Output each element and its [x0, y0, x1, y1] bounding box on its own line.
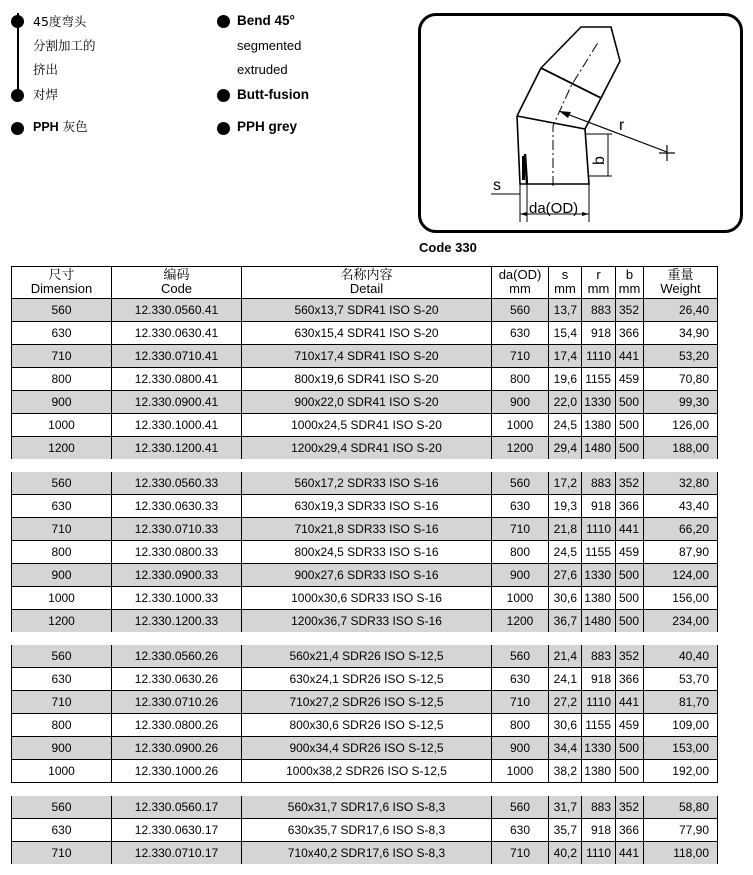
- cell-s: 19,6: [549, 368, 582, 391]
- group-spacer: [12, 459, 718, 472]
- cell-dimension: 900: [12, 391, 112, 414]
- column-header-detail: [242, 267, 492, 299]
- label-s: s: [493, 177, 501, 194]
- cell-code: 12.330.0800.41: [112, 368, 242, 391]
- cell-r: 1330: [582, 564, 616, 587]
- group-spacer: [12, 783, 718, 797]
- cell-weight: 234,00: [644, 610, 718, 633]
- cell-r: 1480: [582, 437, 616, 460]
- cell-b: 500: [616, 414, 644, 437]
- cell-da-od: 1200: [492, 437, 549, 460]
- column-header-label-en: Dimension: [30, 281, 93, 296]
- column-header-s: [549, 267, 582, 299]
- cell-detail: 1000x38,2 SDR26 ISO S-12,5: [242, 760, 492, 783]
- cell-b: 366: [616, 495, 644, 518]
- cell-r: 918: [582, 322, 616, 345]
- cell-detail: 900x27,6 SDR33 ISO S-16: [242, 564, 492, 587]
- column-header-label-zh: 尺寸: [48, 267, 75, 282]
- label-b: b: [591, 156, 608, 165]
- cell-weight: 118,00: [644, 842, 718, 865]
- cell-detail: 560x21,4 SDR26 ISO S-12,5: [242, 645, 492, 668]
- column-header-label-en: Code: [160, 281, 193, 296]
- bullet-icon: [11, 122, 24, 135]
- cell-s: 17,2: [549, 472, 582, 495]
- cell-detail: 630x24,1 SDR26 ISO S-12,5: [242, 668, 492, 691]
- cell-r: 883: [582, 796, 616, 819]
- table-row: [12, 368, 718, 391]
- column-header-da-od: [492, 267, 549, 299]
- bullet-icon: [217, 122, 230, 135]
- cell-da-od: 710: [492, 842, 549, 865]
- cell-b: 366: [616, 668, 644, 691]
- label-da: da(OD): [529, 200, 579, 217]
- cell-b: 500: [616, 760, 644, 783]
- cell-dimension: 1200: [12, 437, 112, 460]
- table-row: [12, 322, 718, 345]
- cell-dimension: 1000: [12, 760, 112, 783]
- cell-detail: 630x35,7 SDR17,6 ISO S-8,3: [242, 819, 492, 842]
- column-header-b: [616, 267, 644, 299]
- cell-dimension: 710: [12, 842, 112, 865]
- cell-s: 40,2: [549, 842, 582, 865]
- cell-da-od: 560: [492, 472, 549, 495]
- cell-code: 12.330.0800.33: [112, 541, 242, 564]
- table-row: [12, 760, 718, 783]
- table-row: [12, 737, 718, 760]
- cell-detail: 900x22,0 SDR41 ISO S-20: [242, 391, 492, 414]
- cell-code: 12.330.0710.17: [112, 842, 242, 865]
- cell-dimension: 1000: [12, 587, 112, 610]
- table-row: [12, 668, 718, 691]
- cell-detail: 710x27,2 SDR26 ISO S-12,5: [242, 691, 492, 714]
- cell-da-od: 1200: [492, 610, 549, 633]
- cell-s: 38,2: [549, 760, 582, 783]
- cell-r: 1330: [582, 737, 616, 760]
- cell-weight: 188,00: [644, 437, 718, 460]
- technical-drawing: [418, 13, 743, 233]
- feature-zh-1: 45度弯头: [33, 14, 87, 29]
- cell-r: 1380: [582, 760, 616, 783]
- column-header-label-zh: 名称内容: [340, 267, 393, 282]
- cell-b: 500: [616, 564, 644, 587]
- cell-detail: 630x19,3 SDR33 ISO S-16: [242, 495, 492, 518]
- cell-detail: 710x21,8 SDR33 ISO S-16: [242, 518, 492, 541]
- cell-detail: 630x15,4 SDR41 ISO S-20: [242, 322, 492, 345]
- cell-weight: 26,40: [644, 299, 718, 322]
- cell-dimension: 710: [12, 518, 112, 541]
- cell-dimension: 800: [12, 368, 112, 391]
- cell-weight: 53,20: [644, 345, 718, 368]
- cell-s: 15,4: [549, 322, 582, 345]
- cell-weight: 81,70: [644, 691, 718, 714]
- spacer-cell: [12, 783, 718, 797]
- cell-s: 36,7: [549, 610, 582, 633]
- cell-da-od: 900: [492, 391, 549, 414]
- feature-en-2: segmented: [237, 38, 302, 53]
- cell-da-od: 630: [492, 495, 549, 518]
- cell-da-od: 800: [492, 541, 549, 564]
- cell-detail: 800x24,5 SDR33 ISO S-16: [242, 541, 492, 564]
- column-header-label-en: mm: [618, 281, 641, 296]
- cell-r: 918: [582, 668, 616, 691]
- cell-detail: 800x19,6 SDR41 ISO S-20: [242, 368, 492, 391]
- cell-weight: 153,00: [644, 737, 718, 760]
- cell-weight: 53,70: [644, 668, 718, 691]
- label-r: r: [619, 117, 625, 134]
- cell-code: 12.330.0630.26: [112, 668, 242, 691]
- cell-code: 12.330.0560.17: [112, 796, 242, 819]
- cell-detail: 1000x24,5 SDR41 ISO S-20: [242, 414, 492, 437]
- column-header-label-en: mm: [587, 281, 610, 296]
- cell-b: 366: [616, 322, 644, 345]
- cell-r: 1380: [582, 414, 616, 437]
- bullet-icon: [217, 15, 230, 28]
- cell-code: 12.330.0630.41: [112, 322, 242, 345]
- bullet-icon: [11, 15, 24, 28]
- cell-code: 12.330.1000.26: [112, 760, 242, 783]
- cell-detail: 710x17,4 SDR41 ISO S-20: [242, 345, 492, 368]
- cell-s: 27,6: [549, 564, 582, 587]
- cell-dimension: 800: [12, 714, 112, 737]
- table-body: [12, 299, 718, 865]
- table-row: [12, 819, 718, 842]
- cell-dimension: 560: [12, 796, 112, 819]
- cell-weight: 156,00: [644, 587, 718, 610]
- cell-da-od: 630: [492, 668, 549, 691]
- cell-dimension: 630: [12, 668, 112, 691]
- cell-r: 1155: [582, 541, 616, 564]
- cell-b: 459: [616, 714, 644, 737]
- cell-r: 1155: [582, 714, 616, 737]
- table-row: [12, 564, 718, 587]
- cell-weight: 99,30: [644, 391, 718, 414]
- feature-zh-3: 挤出: [33, 62, 59, 77]
- cell-b: 500: [616, 737, 644, 760]
- table-row: [12, 472, 718, 495]
- cell-r: 883: [582, 472, 616, 495]
- cell-detail: 900x34,4 SDR26 ISO S-12,5: [242, 737, 492, 760]
- table-row: [12, 437, 718, 460]
- cell-r: 1380: [582, 587, 616, 610]
- table-row: [12, 345, 718, 368]
- feature-zh-5: [33, 119, 88, 135]
- cell-s: 35,7: [549, 819, 582, 842]
- feature-zh-5-suffix: 灰色: [58, 119, 88, 134]
- cell-s: 24,5: [549, 414, 582, 437]
- cell-weight: 32,80: [644, 472, 718, 495]
- cell-b: 441: [616, 518, 644, 541]
- cell-detail: 710x40,2 SDR17,6 ISO S-8,3: [242, 842, 492, 865]
- cell-dimension: 710: [12, 691, 112, 714]
- cell-s: 27,2: [549, 691, 582, 714]
- table-row: [12, 299, 718, 322]
- cell-dimension: 560: [12, 472, 112, 495]
- spacer-cell: [12, 632, 718, 645]
- cell-da-od: 710: [492, 518, 549, 541]
- cell-code: 12.330.0710.26: [112, 691, 242, 714]
- cell-da-od: 1000: [492, 760, 549, 783]
- cell-r: 1110: [582, 518, 616, 541]
- cell-code: 12.330.0900.33: [112, 564, 242, 587]
- cell-code: 12.330.1000.33: [112, 587, 242, 610]
- table-row: [12, 714, 718, 737]
- dimension-table: [11, 266, 718, 864]
- cell-weight: 192,00: [644, 760, 718, 783]
- cell-s: 30,6: [549, 714, 582, 737]
- table-row: [12, 610, 718, 633]
- cell-r: 1110: [582, 842, 616, 865]
- cell-da-od: 1000: [492, 587, 549, 610]
- feature-en-1: Bend 45°: [237, 13, 295, 28]
- feature-en-5: PPH grey: [237, 119, 298, 134]
- cell-code: 12.330.1000.41: [112, 414, 242, 437]
- cell-dimension: 1000: [12, 414, 112, 437]
- column-header-label-zh: s: [561, 267, 569, 282]
- cell-r: 1480: [582, 610, 616, 633]
- cell-detail: 1200x36,7 SDR33 ISO S-16: [242, 610, 492, 633]
- cell-dimension: 710: [12, 345, 112, 368]
- table-row: [12, 495, 718, 518]
- feature-en-3: extruded: [237, 62, 288, 77]
- cell-r: 1110: [582, 345, 616, 368]
- cell-weight: 58,80: [644, 796, 718, 819]
- column-header-code: [112, 267, 242, 299]
- cell-r: 918: [582, 819, 616, 842]
- cell-code: 12.330.0800.26: [112, 714, 242, 737]
- cell-s: 21,4: [549, 645, 582, 668]
- cell-da-od: 800: [492, 714, 549, 737]
- cell-da-od: 560: [492, 645, 549, 668]
- cell-dimension: 560: [12, 645, 112, 668]
- cell-dimension: 630: [12, 819, 112, 842]
- cell-r: 918: [582, 495, 616, 518]
- table-row: [12, 391, 718, 414]
- cell-detail: 560x31,7 SDR17,6 ISO S-8,3: [242, 796, 492, 819]
- cell-weight: 109,00: [644, 714, 718, 737]
- cell-weight: 70,80: [644, 368, 718, 391]
- cell-code: 12.330.0560.41: [112, 299, 242, 322]
- column-header-label-en: Detail: [349, 281, 384, 296]
- cell-code: 12.330.0630.33: [112, 495, 242, 518]
- cell-b: 352: [616, 796, 644, 819]
- cell-dimension: 560: [12, 299, 112, 322]
- column-header-label-zh: b: [625, 267, 634, 282]
- column-header-r: [582, 267, 616, 299]
- cell-b: 459: [616, 368, 644, 391]
- cell-code: 12.330.0710.33: [112, 518, 242, 541]
- cell-s: 13,7: [549, 299, 582, 322]
- feature-zh-4: 对焊: [33, 87, 59, 102]
- cell-s: 24,1: [549, 668, 582, 691]
- cell-r: 1330: [582, 391, 616, 414]
- cell-b: 500: [616, 610, 644, 633]
- cell-b: 441: [616, 842, 644, 865]
- cell-da-od: 630: [492, 819, 549, 842]
- cell-da-od: 1000: [492, 414, 549, 437]
- cell-dimension: 900: [12, 564, 112, 587]
- cell-dimension: 630: [12, 322, 112, 345]
- cell-s: 24,5: [549, 541, 582, 564]
- column-header-dimension: [12, 267, 112, 299]
- column-header-label-zh: 重量: [667, 267, 694, 282]
- cell-detail: 560x17,2 SDR33 ISO S-16: [242, 472, 492, 495]
- table-row: [12, 842, 718, 865]
- cell-da-od: 560: [492, 299, 549, 322]
- cell-weight: 34,90: [644, 322, 718, 345]
- cell-weight: 126,00: [644, 414, 718, 437]
- cell-weight: 77,90: [644, 819, 718, 842]
- cell-s: 29,4: [549, 437, 582, 460]
- column-header-label-en: mm: [509, 281, 531, 296]
- cell-code: 12.330.0630.17: [112, 819, 242, 842]
- column-header-label-zh: 编码: [163, 267, 190, 282]
- spacer-cell: [12, 459, 718, 472]
- cell-code: 12.330.1200.33: [112, 610, 242, 633]
- cell-code: 12.330.0900.26: [112, 737, 242, 760]
- cell-da-od: 800: [492, 368, 549, 391]
- cell-s: 22,0: [549, 391, 582, 414]
- cell-b: 500: [616, 391, 644, 414]
- cell-weight: 66,20: [644, 518, 718, 541]
- column-header-label-en: mm: [554, 281, 576, 296]
- cell-weight: 87,90: [644, 541, 718, 564]
- cell-da-od: 710: [492, 691, 549, 714]
- cell-b: 441: [616, 691, 644, 714]
- cell-s: 17,4: [549, 345, 582, 368]
- cell-weight: 43,40: [644, 495, 718, 518]
- cell-detail: 560x13,7 SDR41 ISO S-20: [242, 299, 492, 322]
- cell-b: 352: [616, 299, 644, 322]
- cell-detail: 1200x29,4 SDR41 ISO S-20: [242, 437, 492, 460]
- table-row: [12, 645, 718, 668]
- cell-weight: 40,40: [644, 645, 718, 668]
- cell-code: 12.330.1200.41: [112, 437, 242, 460]
- cell-da-od: 710: [492, 345, 549, 368]
- cell-dimension: 800: [12, 541, 112, 564]
- column-header-weight: [644, 267, 718, 299]
- cell-b: 500: [616, 437, 644, 460]
- cell-s: 19,3: [549, 495, 582, 518]
- table-row: [12, 541, 718, 564]
- cell-dimension: 1200: [12, 610, 112, 633]
- cell-detail: 800x30,6 SDR26 ISO S-12,5: [242, 714, 492, 737]
- cell-da-od: 900: [492, 564, 549, 587]
- column-header-label-en: Weight: [660, 281, 701, 296]
- cell-weight: 124,00: [644, 564, 718, 587]
- cell-code: 12.330.0710.41: [112, 345, 242, 368]
- cell-r: 1110: [582, 691, 616, 714]
- cell-s: 30,6: [549, 587, 582, 610]
- cell-s: 31,7: [549, 796, 582, 819]
- cell-b: 459: [616, 541, 644, 564]
- cell-dimension: 630: [12, 495, 112, 518]
- cell-r: 883: [582, 299, 616, 322]
- cell-detail: 1000x30,6 SDR33 ISO S-16: [242, 587, 492, 610]
- cell-s: 21,8: [549, 518, 582, 541]
- cell-b: 441: [616, 345, 644, 368]
- cell-b: 500: [616, 587, 644, 610]
- cell-r: 883: [582, 645, 616, 668]
- cell-code: 12.330.0560.33: [112, 472, 242, 495]
- cell-r: 1155: [582, 368, 616, 391]
- cell-code: 12.330.0900.41: [112, 391, 242, 414]
- cell-da-od: 630: [492, 322, 549, 345]
- cell-b: 352: [616, 645, 644, 668]
- cell-code: 12.330.0560.26: [112, 645, 242, 668]
- feature-zh-5-prefix: PPH: [33, 120, 59, 134]
- cell-dimension: 900: [12, 737, 112, 760]
- cell-b: 366: [616, 819, 644, 842]
- bullet-icon: [11, 89, 24, 102]
- table-row: [12, 796, 718, 819]
- bullet-icon: [217, 89, 230, 102]
- feature-zh-2: 分割加工的: [33, 38, 96, 53]
- table-row: [12, 587, 718, 610]
- cell-b: 352: [616, 472, 644, 495]
- table-row: [12, 518, 718, 541]
- cell-da-od: 560: [492, 796, 549, 819]
- table-row: [12, 414, 718, 437]
- cell-da-od: 900: [492, 737, 549, 760]
- table-header-row: [12, 267, 718, 299]
- code-label: Code 330: [419, 240, 477, 255]
- column-header-label-zh: r: [596, 267, 601, 282]
- table-row: [12, 691, 718, 714]
- cell-s: 34,4: [549, 737, 582, 760]
- group-spacer: [12, 632, 718, 645]
- feature-en-4: Butt-fusion: [237, 87, 309, 102]
- column-header-label-zh: da(OD): [498, 267, 542, 282]
- bend-diagram: [421, 16, 746, 236]
